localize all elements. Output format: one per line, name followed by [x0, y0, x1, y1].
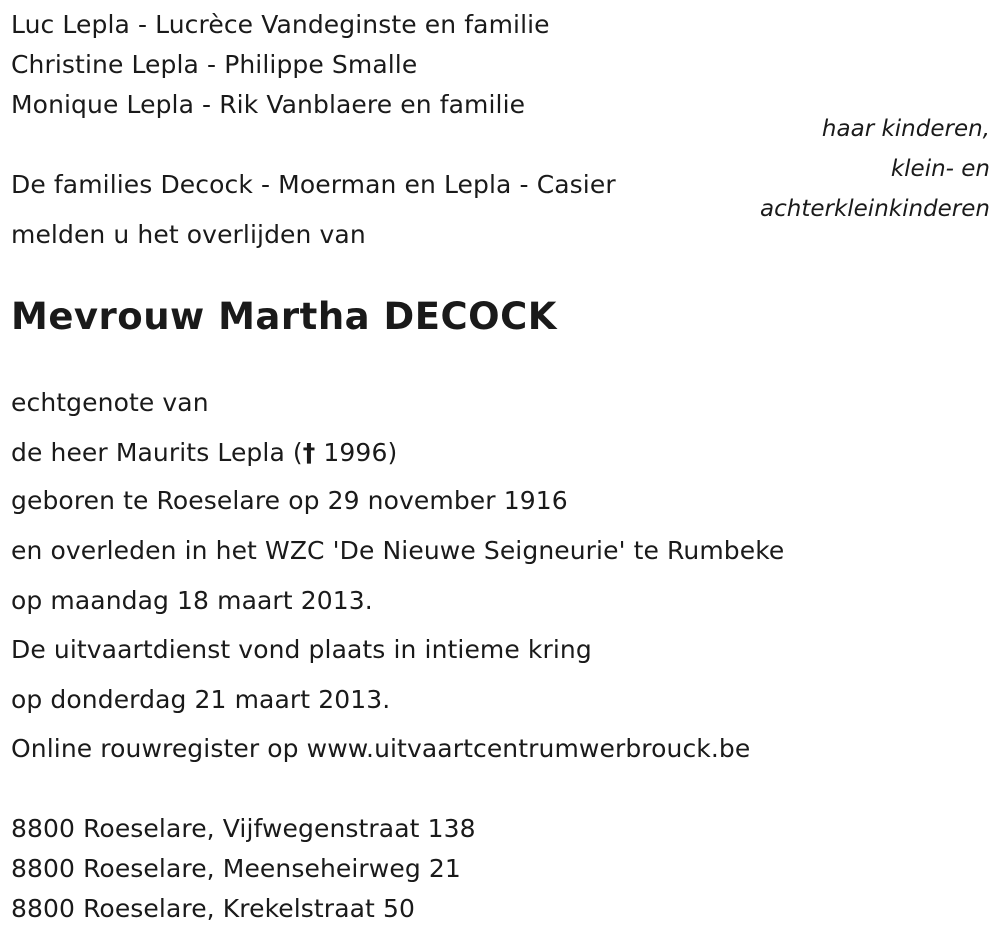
relatives-line-2: klein- en — [890, 156, 990, 182]
relatives-line-1: haar kinderen, — [821, 116, 990, 142]
cross-icon: † — [302, 438, 316, 467]
service-date-line: op donderdag 21 maart 2013. — [11, 685, 391, 714]
other-families: De families Decock - Moerman en Lepla - Casier — [11, 170, 616, 199]
family-line-3: Monique Lepla - Rik Vanblaere en familie — [11, 90, 526, 119]
service-line: De uitvaartdienst vond plaats in intieme kring — [11, 635, 592, 664]
register-line: Online rouwregister op www.uitvaartcentrumwerbrouck.be — [11, 734, 751, 763]
spouse-intro: echtgenote van — [11, 388, 209, 417]
address-line-2: 8800 Roeselare, Meenseheirweg 21 — [11, 854, 461, 883]
relatives-line-3: achterkleinkinderen — [760, 196, 990, 222]
death-place-line: en overleden in het WZC 'De Nieuwe Seigneurie' te Rumbeke — [11, 536, 785, 565]
family-line-2: Christine Lepla - Philippe Smalle — [11, 50, 418, 79]
spouse-name — [11, 438, 397, 468]
deceased-name: Mevrouw Martha DECOCK — [11, 295, 557, 338]
birth-line: geboren te Roeselare op 29 november 1916 — [11, 486, 568, 515]
address-line-1: 8800 Roeselare, Vijfwegenstraat 138 — [11, 814, 476, 843]
announcement: melden u het overlijden van — [11, 220, 366, 249]
family-line-1: Luc Lepla - Lucrèce Vandeginste en familie — [11, 10, 550, 39]
address-line-3: 8800 Roeselare, Krekelstraat 50 — [11, 894, 415, 923]
spouse-death-year: 1996) — [315, 438, 398, 467]
death-date-line: op maandag 18 maart 2013. — [11, 586, 373, 615]
spouse-name-text: de heer Maurits Lepla ( — [11, 438, 303, 467]
